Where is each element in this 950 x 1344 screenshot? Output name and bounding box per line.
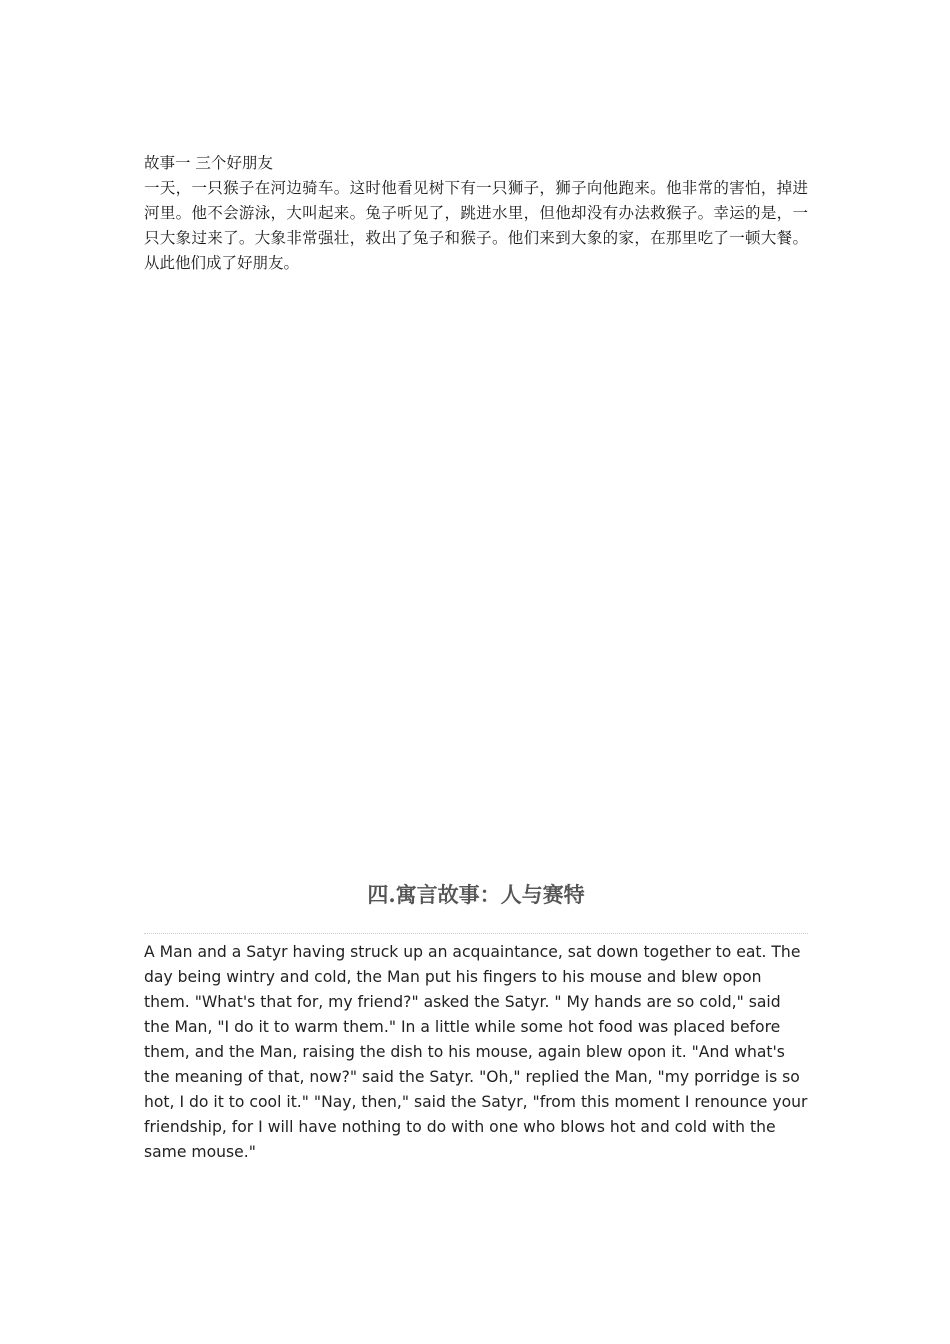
story-one-section [144,151,808,276]
heading-divider [144,933,808,934]
fable-body: A Man and a Satyr having struck up an acquaintance, sat down together to eat. The day being wintry and cold, the Man put his fingers to his mouse and blew opon them. "What's that for, my friend?" asked the Satyr. " My hands are so cold," said the Man, "I do it to warm them." In a little while some hot food was placed before them, and the Man, raising the dish to his mouse, again blew opon it. "And what's the meaning of that, now?" said the Satyr. "Oh," replied the Man, "my porridge is so hot, I do it to cool it." "Nay, then," said the Satyr, "from this moment I renounce your friendship, for I will have nothing to do with one who blows hot and cold with the same mouse." [144,943,808,1161]
story-one-title: 故事一 三个好朋友 [144,154,273,172]
story-one-body: 一天，一只猴子在河边骑车。这时他看见树下有一只狮子，狮子向他跑来。他非常的害怕，掉进河里。他不会游泳，大叫起来。兔子听见了，跳进水里，但他却没有办法救猴子。幸运的是，一只大象过来了。大象非常强壮，救出了兔子和猴子。他们来到大象的家，在那里吃了一顿大餐。从此他们成了好朋友。 [144,179,808,272]
fable-heading: 四.寓言故事：人与赛特 [367,882,585,907]
